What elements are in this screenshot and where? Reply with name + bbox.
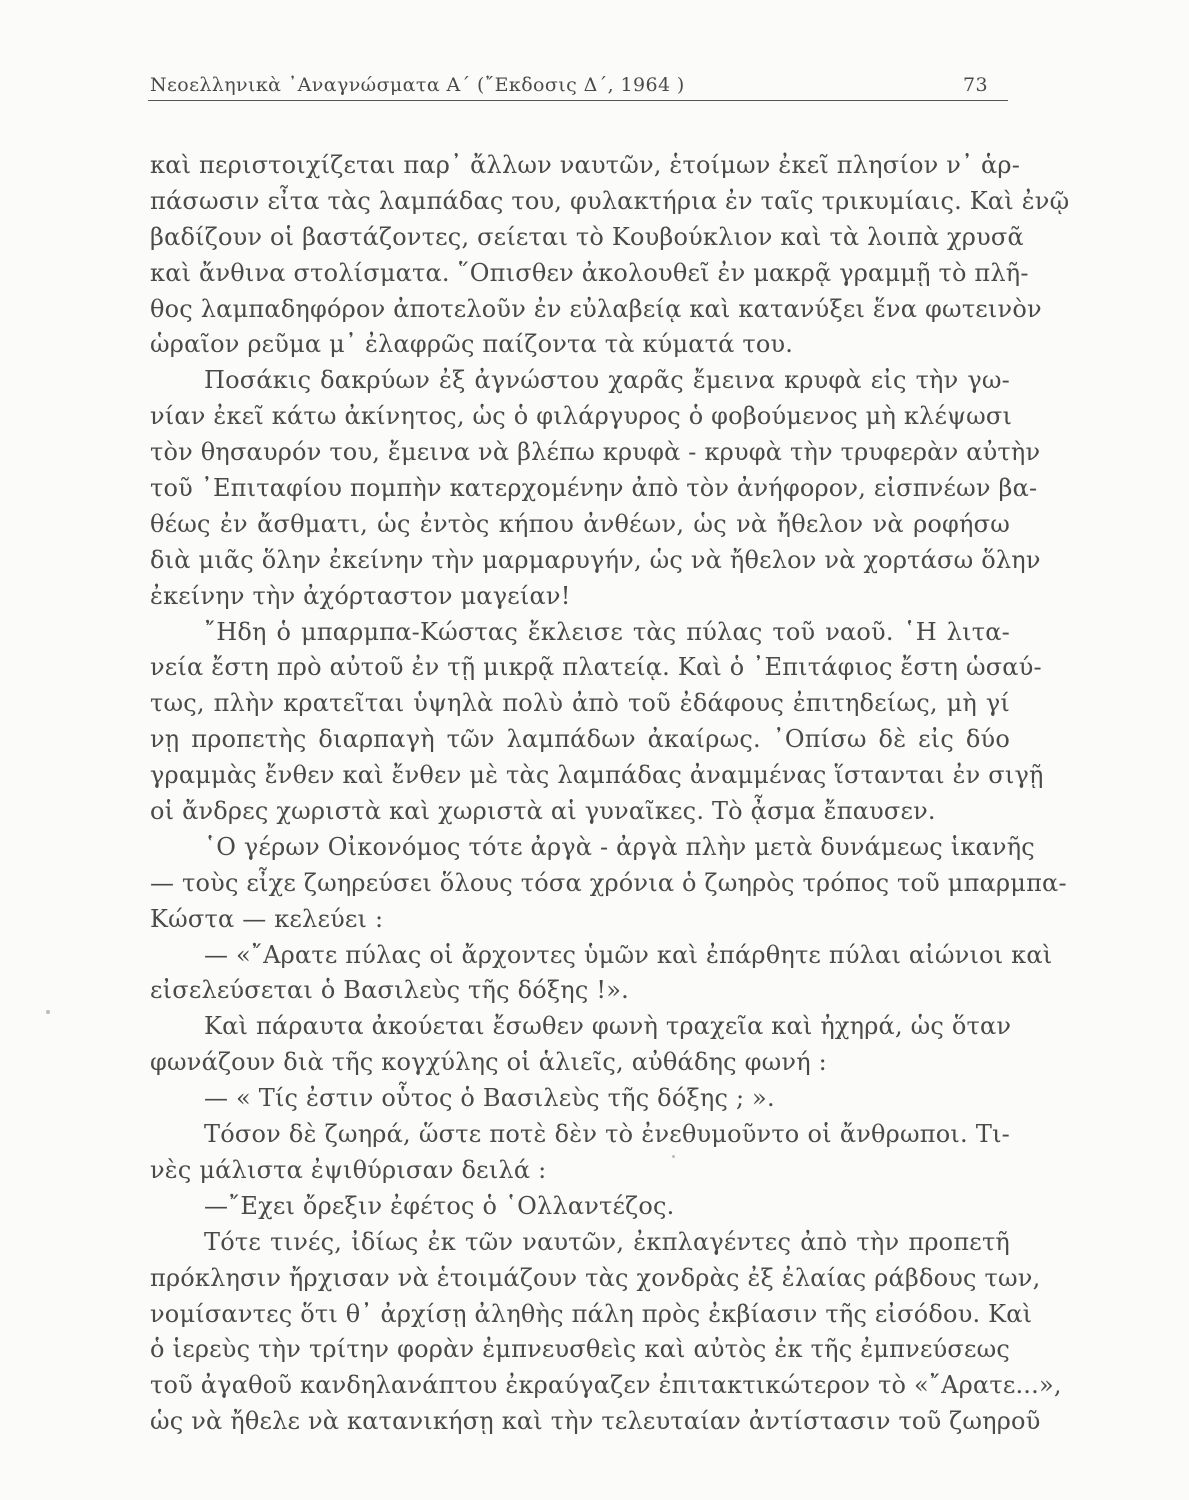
text-line: ἐκείνην τὴν ἀχόρταστον μαγείαν! [150,581,571,610]
text-line: πάσωσιν εἶτα τὰς λαμπάδας του, φυλακτήρια ἐν ταῖς τρικυμίαις. Καὶ ἐνῷ [150,186,1070,215]
text-line: τως, πλὴν κρατεῖται ὑψηλὰ πολὺ ἀπὸ τοῦ ἐδάφους ἐπιτηδείως, μὴ γί [150,689,1010,718]
running-header [148,70,1008,101]
text-line: Τότε τινές, ἰδίως ἐκ τῶν ναυτῶν, ἐκπλαγέντες ἀπὸ τὴν προπετῆ [204,1227,1010,1256]
text-line: νῃ προπετὴς διαρπαγὴ τῶν λαμπάδων ἀκαίρως. ᾿Οπίσω δὲ εἰς δύο [150,725,1010,754]
text-line: —῎Εχει ὄρεξιν ἐφέτος ὁ ῾Ολλαντέζος. [204,1191,675,1220]
header-title: Νεοελληνικὰ ᾿Αναγνώσματα Α΄ (῎Εκδοσις Δ΄, 1964 ) [150,74,685,96]
text-line: εἰσελεύσεται ὁ Βασιλεὺς τῆς δόξης !». [150,976,629,1005]
text-line: ὁ ἱερεὺς τὴν τρίτην φορὰν ἐμπνευσθεὶς καὶ αὐτὸς ἐκ τῆς ἐμπνεύσεως [150,1335,1010,1364]
body-text [150,148,1070,1440]
text-line: καὶ περιστοιχίζεται παρ᾿ ἄλλων ναυτῶν, ἑτοίμων ἐκεῖ πλησίον ν᾿ ἁρ- [150,151,1021,179]
text-line: Ποσάκις δακρύων ἐξ ἀγνώστου χαρᾶς ἔμεινα κρυφὰ εἰς τὴν γω- [204,366,1010,395]
page-number: 73 [963,74,988,96]
text-line: νίαν ἐκεῖ κάτω ἀκίνητος, ὡς ὁ φιλάργυρος ὁ φοβούμενος μὴ κλέψωσι [150,402,1013,431]
text-line: — « Τίς ἐστιν οὗτος ὁ Βασιλεὺς τῆς δόξης ; ». [204,1084,775,1113]
text-line: διὰ μιᾶς ὅλην ἐκείνην τὴν μαρμαρυγήν, ὡς νὰ ἤθελον νὰ χορτάσω ὅλην [150,545,1041,574]
text-line: τοῦ ᾿Επιταφίου πομπὴν κατερχομένην ἀπὸ τὸν ἀνήφορον, εἰσπνέων βα- [150,474,1038,503]
text-line: βαδίζουν οἱ βαστάζοντες, σείεται τὸ Κουβούκλιον καὶ τὰ λοιπὰ χρυσᾶ [150,222,1024,251]
text-line: ὡραῖον ρεῦμα μ᾿ ἐλαφρῶς παίζοντα τὰ κύματά του. [150,330,794,359]
text-line: Τόσον δὲ ζωηρά, ὥστε ποτὲ δὲν τὸ ἐνεθυμοῦντο οἱ ἄνθρωποι. Τι- [204,1120,1010,1149]
scan-speck [672,1155,675,1158]
scan-speck [46,1010,50,1014]
text-line: θος λαμπαδηφόρον ἀποτελοῦν ἐν εὐλαβείᾳ καὶ κατανύξει ἕνα φωτεινὸν [150,294,1042,323]
text-line: θέως ἐν ἄσθματι, ὡς ἐντὸς κήπου ἀνθέων, ὡς νὰ ἤθελον νὰ ροφήσω [150,509,1010,538]
text-line: οἱ ἄνδρες χωριστὰ καὶ χωριστὰ αἱ γυναῖκες. Τὸ ᾆσμα ἔπαυσεν. [150,797,936,826]
text-line: καὶ ἄνθινα στολίσματα. ῞Οπισθεν ἀκολουθεῖ ἐν μακρᾷ γραμμῇ τὸ πλῆ- [150,258,1029,287]
text-line: — «῎Αρατε πύλας οἱ ἄρχοντες ὑμῶν καὶ ἐπάρθητε πύλαι αἰώνιοι καὶ [204,940,1053,969]
text-line: τὸν θησαυρόν του, ἔμεινα νὰ βλέπω κρυφὰ - κρυφὰ τὴν τρυφερὰν αὐτὴν [150,438,1041,467]
text-line: νομίσαντες ὅτι θ᾿ ἀρχίσῃ ἀληθὴς πάλη πρὸς ἐκβίασιν τῆς εἰσόδου. Καὶ [150,1299,1033,1328]
text-line: φωνάζουν διὰ τῆς κογχύλης οἱ ἁλιεῖς, αὐθάδης φωνή : [150,1048,827,1077]
text-line: ῾Ο γέρων Οἰκονόμος τότε ἀργὰ - ἀργὰ πλὴν μετὰ δυνάμεως ἱκανῆς [204,832,1035,861]
text-line: νὲς μάλιστα ἐψιθύρισαν δειλά : [150,1155,547,1184]
text-line: Καὶ πάραυτα ἀκούεται ἔσωθεν φωνὴ τραχεῖα καὶ ἠχηρά, ὡς ὅταν [204,1012,1012,1041]
text-line: Κώστα — κελεύει : [150,904,384,933]
text-line: νεία ἔστη πρὸ αὐτοῦ ἐν τῇ μικρᾷ πλατείᾳ. Καὶ ὁ ᾿Επιτάφιος ἔστη ὡσαύ- [150,653,1042,682]
text-line: πρόκλησιν ἤρχισαν νὰ ἑτοιμάζουν τὰς χονδρὰς ἐξ ἐλαίας ράβδους των, [150,1263,1041,1292]
text-line: γραμμὰς ἔνθεν καὶ ἔνθεν μὲ τὰς λαμπάδας ἀναμμένας ἵστανται ἐν σιγῇ [150,761,1044,790]
text-line: ῎Ηδη ὁ μπαρμπα-Κώστας ἔκλεισε τὰς πύλας τοῦ ναοῦ. ῾Η λιτα- [204,617,1010,646]
text-line: ὡς νὰ ἤθελε νὰ κατανικήσῃ καὶ τὴν τελευταίαν ἀντίστασιν τοῦ ζωηροῦ [150,1407,1041,1436]
text-line: τοῦ ἀγαθοῦ κανδηλανάπτου ἐκραύγαζεν ἐπιτακτικώτερον τὸ «῎Αρατε...», [150,1371,1062,1400]
text-line: — τοὺς εἶχε ζωηρεύσει ὅλους τόσα χρόνια ὁ ζωηρὸς τρόπος τοῦ μπαρμπα- [150,868,1067,897]
